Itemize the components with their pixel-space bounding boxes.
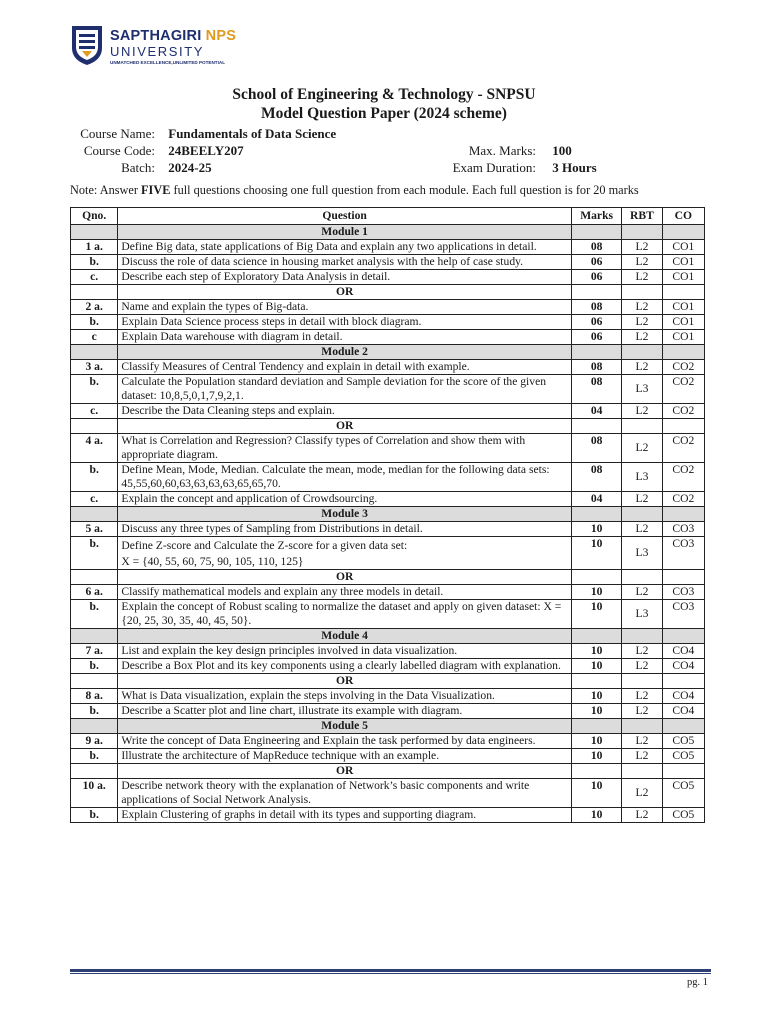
brand-name [110,28,236,44]
question-text: Describe network theory with the explanation of Network’s basic components and write applications of Social Network Analysis. [121,779,530,806]
marks-value: 08 [571,434,621,463]
question-number: c. [71,404,118,419]
page-number: pg. 1 [687,977,708,988]
question-text-cell [118,689,572,704]
paper-title: Model Question Paper (2024 scheme) [261,105,507,122]
rbt-level: L2 [622,315,662,330]
course-outcome: CO3 [662,537,704,570]
question-number: b. [71,600,118,629]
question-number: b. [71,749,118,764]
course-outcome: CO1 [662,270,704,285]
marks-value: 10 [571,644,621,659]
empty-cell [662,285,704,300]
rbt-level: L2 [622,360,662,375]
or-separator-row [71,674,705,689]
rbt-level: L2 [622,404,662,419]
empty-cell [71,225,118,240]
question-text-cell [118,522,572,537]
question-row [71,522,705,537]
question-text: Describe each step of Exploratory Data Analysis in detail. [121,270,391,283]
question-number: 1 a. [71,240,118,255]
question-row [71,689,705,704]
question-row [71,537,705,570]
question-text: Discuss the role of data science in housing market analysis with the help of case study. [121,255,524,268]
rbt-level: L2 [622,585,662,600]
empty-cell [622,719,662,734]
rbt-level: L2 [622,522,662,537]
question-text-cell [118,434,572,463]
question-row [71,330,705,345]
header-marks: Marks [571,208,621,225]
rbt-level: L3 [622,537,662,570]
question-number: b. [71,255,118,270]
course-outcome: CO4 [662,704,704,719]
module-title: Module 4 [118,629,572,644]
module-header-row [71,629,705,644]
module-title: Module 2 [118,345,572,360]
question-text: Classify mathematical models and explain any three models in detail. [121,585,444,598]
note-prefix: Note: Answer [70,183,142,197]
question-text: What is Correlation and Regression? Classify types of Correlation and show them with appropriate diagram. [121,434,526,461]
question-row [71,779,705,808]
course-code-label: Course Code: [83,143,155,158]
max-marks-value: 100 [552,143,572,158]
question-row [71,404,705,419]
course-code-row [68,143,244,159]
empty-cell [622,674,662,689]
rbt-level: L2 [622,689,662,704]
empty-cell [571,345,621,360]
marks-value: 10 [571,537,621,570]
question-text-cell [118,600,572,629]
question-text-cell [118,315,572,330]
course-name-label: Course Name: [80,126,155,141]
marks-value: 08 [571,375,621,404]
question-number: b. [71,463,118,492]
question-number: 4 a. [71,434,118,463]
question-text-cell [118,240,572,255]
rbt-level: L2 [622,270,662,285]
empty-cell [571,285,621,300]
question-text: Name and explain the types of Big-data. [121,300,309,313]
course-outcome: CO5 [662,779,704,808]
question-text: Explain the concept of Robust scaling to normalize the dataset and apply on given dataset: X = {20, 25, 30, 35, 40, 45, 50}. [121,600,562,627]
course-code-value: 24BEELY207 [168,143,244,158]
course-outcome: CO3 [662,600,704,629]
question-row [71,704,705,719]
question-number: c. [71,492,118,507]
question-text: Discuss any three types of Sampling from Distributions in detail. [121,522,423,535]
question-dataset: X = {40, 55, 60, 75, 90, 105, 110, 125} [121,555,304,568]
question-number: 5 a. [71,522,118,537]
marks-value: 10 [571,704,621,719]
empty-cell [71,764,118,779]
header-co: CO [662,208,704,225]
or-separator-row [71,419,705,434]
rbt-level: L2 [622,659,662,674]
empty-cell [662,764,704,779]
question-number: 2 a. [71,300,118,315]
header-rbt: RBT [622,208,662,225]
question-number: b. [71,537,118,570]
question-text: Calculate the Population standard deviation and Sample deviation for the score of the given dataset: 10,8,5,0,1,7,9,2,1. [121,375,547,402]
course-outcome: CO2 [662,375,704,404]
header-qno: Qno. [71,208,118,225]
question-number: c [71,330,118,345]
marks-value: 10 [571,779,621,808]
question-text-cell [118,644,572,659]
rbt-level: L3 [622,600,662,629]
footer-rule-thin [70,973,711,974]
question-row [71,585,705,600]
empty-cell [71,674,118,689]
course-outcome: CO1 [662,255,704,270]
rbt-level: L2 [622,434,662,463]
empty-cell [622,419,662,434]
marks-value: 08 [571,463,621,492]
empty-cell [571,507,621,522]
question-row [71,255,705,270]
empty-cell [662,570,704,585]
batch-label: Batch: [121,160,155,175]
note-suffix: full questions choosing one full question from each module. Each full question is for 20 marks [170,183,639,197]
marks-value: 10 [571,600,621,629]
question-text-cell [118,300,572,315]
question-text-cell [118,375,572,404]
course-outcome: CO1 [662,300,704,315]
question-number: c. [71,270,118,285]
rbt-level: L2 [622,330,662,345]
brand-main: SAPTHAGIRI [110,28,202,44]
max-marks-label: Max. Marks: [468,143,536,158]
shield-crest-icon [70,24,104,66]
marks-value: 06 [571,330,621,345]
course-name-row [68,126,336,142]
empty-cell [571,570,621,585]
or-separator-row [71,764,705,779]
course-outcome: CO5 [662,749,704,764]
question-text: Explain Data warehouse with diagram in detail. [121,330,343,343]
empty-cell [571,719,621,734]
module-title: Module 5 [118,719,572,734]
empty-cell [622,764,662,779]
question-text-cell [118,585,572,600]
duration-row [430,160,597,176]
empty-cell [622,570,662,585]
marks-value: 10 [571,585,621,600]
rbt-level: L2 [622,779,662,808]
header-question: Question [118,208,572,225]
marks-value: 08 [571,360,621,375]
question-number: 10 a. [71,779,118,808]
or-label: OR [118,674,572,689]
question-row [71,360,705,375]
question-number: 6 a. [71,585,118,600]
marks-value: 10 [571,689,621,704]
empty-cell [662,674,704,689]
module-header-row [71,507,705,522]
marks-value: 10 [571,749,621,764]
question-row [71,749,705,764]
empty-cell [71,570,118,585]
brand-subtitle: UNIVERSITY [110,44,205,59]
question-number: 8 a. [71,689,118,704]
rbt-level: L2 [622,749,662,764]
marks-value: 10 [571,808,621,823]
university-logo [70,24,270,68]
question-number: b. [71,704,118,719]
course-outcome: CO3 [662,522,704,537]
empty-cell [662,419,704,434]
module-title: Module 3 [118,507,572,522]
course-outcome: CO2 [662,360,704,375]
question-row [71,270,705,285]
empty-cell [571,674,621,689]
empty-cell [622,345,662,360]
marks-value: 10 [571,734,621,749]
question-table [70,207,705,823]
question-text-cell [118,330,572,345]
course-outcome: CO3 [662,585,704,600]
or-label: OR [118,570,572,585]
question-text: Illustrate the architecture of MapReduce technique with an example. [121,749,440,762]
question-text: Define Z-score and Calculate the Z-score for a given data set: [121,539,408,552]
module-title: Module 1 [118,225,572,240]
empty-cell [662,507,704,522]
question-number: b. [71,375,118,404]
question-row [71,315,705,330]
table-header-row [71,208,705,225]
question-number: b. [71,659,118,674]
duration-label: Exam Duration: [452,160,536,175]
empty-cell [571,629,621,644]
empty-cell [71,719,118,734]
question-row [71,375,705,404]
empty-cell [622,629,662,644]
question-text-cell [118,537,572,570]
question-text-cell [118,255,572,270]
marks-value: 08 [571,300,621,315]
empty-cell [662,629,704,644]
max-marks-row [430,143,572,159]
question-text-cell [118,360,572,375]
question-row [71,644,705,659]
empty-cell [571,225,621,240]
rbt-level: L2 [622,808,662,823]
question-text-cell [118,659,572,674]
question-text-cell [118,704,572,719]
rbt-level: L2 [622,492,662,507]
school-title: School of Engineering & Technology - SNPSU [232,86,536,103]
instructions-note [70,183,639,198]
empty-cell [662,345,704,360]
rbt-level: L2 [622,255,662,270]
marks-value: 06 [571,255,621,270]
empty-cell [71,285,118,300]
question-number: 7 a. [71,644,118,659]
question-row [71,808,705,823]
question-text-cell [118,463,572,492]
marks-value: 08 [571,240,621,255]
question-text: Write the concept of Data Engineering and Explain the task performed by data engineers. [121,734,536,747]
duration-value: 3 Hours [552,160,597,175]
empty-cell [622,225,662,240]
question-row [71,434,705,463]
course-outcome: CO4 [662,659,704,674]
question-text: Define Mean, Mode, Median. Calculate the mean, mode, median for the following data sets: 45,55,60,60,63,63,63,63,65,65,70. [121,463,550,490]
empty-cell [71,507,118,522]
note-emphasis: FIVE [141,183,171,197]
rbt-level: L3 [622,463,662,492]
brand-tagline: UNMATCHED EXCELLENCE,UNLIMITED POTENTIAL [110,60,226,65]
question-text: Define Big data, state applications of Big Data and explain any two applications in detail. [121,240,537,253]
question-number: b. [71,808,118,823]
empty-cell [71,345,118,360]
module-header-row [71,719,705,734]
empty-cell [71,419,118,434]
question-number: 9 a. [71,734,118,749]
course-outcome: CO2 [662,404,704,419]
question-text-cell [118,734,572,749]
course-outcome: CO2 [662,463,704,492]
marks-value: 06 [571,270,621,285]
empty-cell [571,419,621,434]
question-row [71,734,705,749]
question-text: Explain the concept and application of Crowdsourcing. [121,492,378,505]
question-text-cell [118,270,572,285]
module-header-row [71,225,705,240]
empty-cell [662,719,704,734]
question-row [71,240,705,255]
batch-value: 2024-25 [168,160,212,175]
course-outcome: CO2 [662,434,704,463]
or-label: OR [118,285,572,300]
rbt-level: L3 [622,375,662,404]
table-body [71,225,705,823]
course-outcome: CO1 [662,315,704,330]
question-text: What is Data visualization, explain the steps involving in the Data Visualization. [121,689,495,702]
course-outcome: CO2 [662,492,704,507]
marks-value: 04 [571,404,621,419]
question-text: Describe a Scatter plot and line chart, illustrate its example with diagram. [121,704,463,717]
question-text: List and explain the key design principles involved in data visualization. [121,644,458,657]
empty-cell [622,507,662,522]
question-text: Describe the Data Cleaning steps and explain. [121,404,335,417]
empty-cell [71,629,118,644]
empty-cell [662,225,704,240]
or-separator-row [71,570,705,585]
or-separator-row [71,285,705,300]
empty-cell [571,764,621,779]
question-text-cell [118,808,572,823]
question-row [71,600,705,629]
question-text: Describe a Box Plot and its key components using a clearly labelled diagram with explanation. [121,659,561,672]
rbt-level: L2 [622,704,662,719]
course-outcome: CO5 [662,808,704,823]
course-outcome: CO5 [662,734,704,749]
question-row [71,463,705,492]
rbt-level: L2 [622,300,662,315]
question-text-cell [118,492,572,507]
question-number: b. [71,315,118,330]
question-row [71,659,705,674]
batch-row [68,160,212,176]
marks-value: 10 [571,659,621,674]
or-label: OR [118,419,572,434]
empty-cell [622,285,662,300]
question-text-cell [118,404,572,419]
question-text: Explain Clustering of graphs in detail with its types and supporting diagram. [121,808,477,821]
footer-rule [70,969,711,972]
question-text-cell [118,749,572,764]
brand-accent: NPS [205,28,237,44]
course-outcome: CO4 [662,644,704,659]
marks-value: 10 [571,522,621,537]
marks-value: 06 [571,315,621,330]
rbt-level: L2 [622,734,662,749]
rbt-level: L2 [622,644,662,659]
course-outcome: CO1 [662,330,704,345]
question-text: Classify Measures of Central Tendency and explain in detail with example. [121,360,470,373]
question-text: Explain Data Science process steps in detail with block diagram. [121,315,422,328]
or-label: OR [118,764,572,779]
course-name-value: Fundamentals of Data Science [168,126,337,141]
module-header-row [71,345,705,360]
rbt-level: L2 [622,240,662,255]
question-row [71,492,705,507]
question-number: 3 a. [71,360,118,375]
marks-value: 04 [571,492,621,507]
question-row [71,300,705,315]
course-outcome: CO1 [662,240,704,255]
question-text-cell [118,779,572,808]
course-outcome: CO4 [662,689,704,704]
